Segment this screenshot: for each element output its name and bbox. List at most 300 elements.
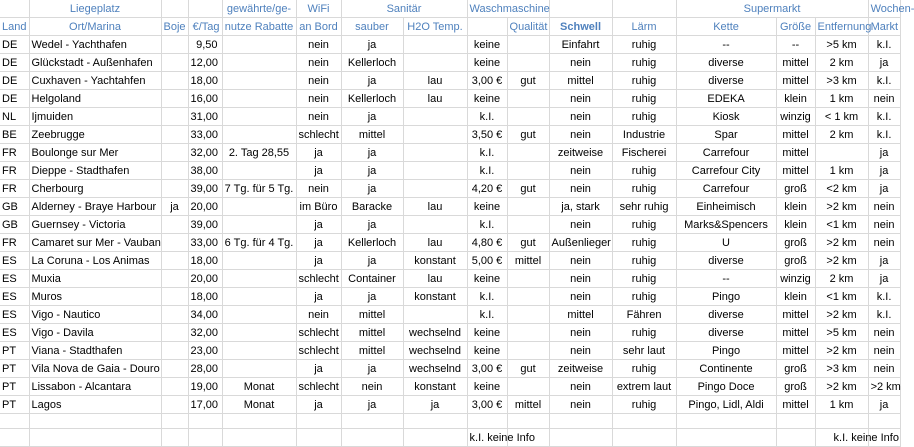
cell-waschpreis[interactable]: 3,00 €	[467, 360, 507, 378]
cell-kette[interactable]: Carrefour	[676, 144, 776, 162]
cell-laerm[interactable]: ruhig	[612, 324, 676, 342]
cell-h2o[interactable]: wechselnd	[403, 342, 467, 360]
cell-groesse[interactable]: mittel	[776, 306, 815, 324]
cell-h2o[interactable]	[403, 180, 467, 198]
empty-cell[interactable]	[507, 414, 549, 429]
cell-ort[interactable]: Viana - Stadthafen	[29, 342, 161, 360]
cell-kette[interactable]: Marks&Spencers	[676, 216, 776, 234]
cell-kette[interactable]: diverse	[676, 324, 776, 342]
cell-preis[interactable]: 34,00	[188, 306, 222, 324]
cell-wifi[interactable]: ja	[296, 234, 341, 252]
cell-boje[interactable]	[161, 180, 188, 198]
cell-qualitaet[interactable]	[507, 198, 549, 216]
cell-ort[interactable]: Vigo - Davila	[29, 324, 161, 342]
cell-boje[interactable]	[161, 54, 188, 72]
cell-ort[interactable]: Glückstadt - Außenhafen	[29, 54, 161, 72]
cell-sauber[interactable]: ja	[341, 36, 403, 54]
cell-wifi[interactable]: ja	[296, 252, 341, 270]
cell-h2o[interactable]	[403, 216, 467, 234]
cell-sauber[interactable]: mittel	[341, 342, 403, 360]
cell-markt[interactable]: ja	[868, 252, 900, 270]
cell-sauber[interactable]: ja	[341, 288, 403, 306]
cell-kette[interactable]: Carrefour City	[676, 162, 776, 180]
cell-groesse[interactable]: klein	[776, 216, 815, 234]
cell-land[interactable]: FR	[0, 162, 29, 180]
cell-waschpreis[interactable]: keine	[467, 342, 507, 360]
cell-ort[interactable]: Boulonge sur Mer	[29, 144, 161, 162]
cell-markt[interactable]: ja	[868, 270, 900, 288]
cell-rabatte[interactable]	[222, 270, 296, 288]
cell-laerm[interactable]: ruhig	[612, 54, 676, 72]
cell-schwell[interactable]: nein	[549, 324, 612, 342]
cell-ort[interactable]: Camaret sur Mer - Vauban	[29, 234, 161, 252]
cell-boje[interactable]	[161, 216, 188, 234]
cell-entfernung[interactable]: >2 km	[815, 342, 868, 360]
empty-cell[interactable]	[403, 414, 467, 429]
cell-entfernung[interactable]: 2 km	[815, 126, 868, 144]
cell-preis[interactable]: 39,00	[188, 180, 222, 198]
cell-entfernung[interactable]: >5 km	[815, 324, 868, 342]
empty-cell[interactable]	[29, 429, 161, 447]
cell-markt[interactable]: nein	[868, 90, 900, 108]
cell-markt[interactable]: k.I.	[868, 126, 900, 144]
cell-schwell[interactable]: nein	[549, 180, 612, 198]
cell-groesse[interactable]: mittel	[776, 342, 815, 360]
cell-qualitaet[interactable]: gut	[507, 72, 549, 90]
cell-boje[interactable]	[161, 324, 188, 342]
cell-entfernung[interactable]: >2 km	[815, 252, 868, 270]
cell-groesse[interactable]: groß	[776, 180, 815, 198]
header-rabatte[interactable]: gewährte/ge-	[222, 0, 296, 18]
cell-schwell[interactable]: nein	[549, 378, 612, 396]
empty-cell[interactable]	[549, 429, 612, 447]
cell-qualitaet[interactable]	[507, 162, 549, 180]
cell-kette[interactable]: Pingo	[676, 288, 776, 306]
cell-waschpreis[interactable]: k.I.	[467, 306, 507, 324]
cell-land[interactable]: FR	[0, 144, 29, 162]
cell-markt[interactable]: nein	[868, 324, 900, 342]
cell-wifi[interactable]: schlecht	[296, 324, 341, 342]
cell-kette[interactable]: diverse	[676, 252, 776, 270]
cell-entfernung[interactable]: >5 km	[815, 36, 868, 54]
cell-preis[interactable]: 18,00	[188, 72, 222, 90]
cell-sauber[interactable]: mittel	[341, 324, 403, 342]
cell-entfernung[interactable]: <2 km	[815, 180, 868, 198]
header-h2o[interactable]: H2O Temp.	[403, 18, 467, 36]
cell-qualitaet[interactable]	[507, 342, 549, 360]
cell-boje[interactable]	[161, 126, 188, 144]
cell-wifi[interactable]: ja	[296, 360, 341, 378]
cell-boje[interactable]	[161, 252, 188, 270]
cell-wifi[interactable]: schlecht	[296, 342, 341, 360]
cell-markt[interactable]: k.I.	[868, 306, 900, 324]
cell-laerm[interactable]: sehr laut	[612, 342, 676, 360]
footer-note-left[interactable]: k.I. keine Info	[467, 429, 507, 447]
cell-qualitaet[interactable]	[507, 270, 549, 288]
header-wifi-2[interactable]: an Bord	[296, 18, 341, 36]
cell-h2o[interactable]: lau	[403, 198, 467, 216]
header-laerm[interactable]: Lärm	[612, 18, 676, 36]
cell-h2o[interactable]: lau	[403, 72, 467, 90]
header-markt[interactable]: Markt	[868, 18, 900, 36]
header-cell[interactable]	[161, 0, 188, 18]
cell-laerm[interactable]: ruhig	[612, 234, 676, 252]
cell-waschpreis[interactable]: 5,00 €	[467, 252, 507, 270]
cell-waschpreis[interactable]: 3,00 €	[467, 396, 507, 414]
cell-h2o[interactable]: lau	[403, 270, 467, 288]
header-liegeplatz[interactable]: Liegeplatz	[29, 0, 161, 18]
cell-rabatte[interactable]: 2. Tag 28,55	[222, 144, 296, 162]
cell-boje[interactable]	[161, 270, 188, 288]
header-preis[interactable]: €/Tag	[188, 18, 222, 36]
cell-boje[interactable]	[161, 360, 188, 378]
cell-qualitaet[interactable]	[507, 144, 549, 162]
cell-qualitaet[interactable]: mittel	[507, 396, 549, 414]
cell-preis[interactable]: 33,00	[188, 126, 222, 144]
cell-ort[interactable]: Muros	[29, 288, 161, 306]
cell-sauber[interactable]: ja	[341, 108, 403, 126]
cell-kette[interactable]: --	[676, 270, 776, 288]
empty-cell[interactable]	[0, 414, 29, 429]
cell-markt[interactable]: nein	[868, 360, 900, 378]
cell-sauber[interactable]: ja	[341, 162, 403, 180]
cell-entfernung[interactable]: >3 km	[815, 360, 868, 378]
cell-land[interactable]: ES	[0, 252, 29, 270]
cell-h2o[interactable]	[403, 126, 467, 144]
empty-cell[interactable]	[612, 429, 676, 447]
cell-kette[interactable]: Continente	[676, 360, 776, 378]
header-cell[interactable]	[549, 0, 612, 18]
cell-land[interactable]: PT	[0, 342, 29, 360]
cell-rabatte[interactable]	[222, 306, 296, 324]
cell-sauber[interactable]: mittel	[341, 126, 403, 144]
cell-groesse[interactable]: mittel	[776, 396, 815, 414]
cell-rabatte[interactable]	[222, 108, 296, 126]
cell-groesse[interactable]: mittel	[776, 144, 815, 162]
cell-entfernung[interactable]	[815, 144, 868, 162]
cell-qualitaet[interactable]	[507, 288, 549, 306]
cell-preis[interactable]: 18,00	[188, 288, 222, 306]
cell-kette[interactable]: Kiosk	[676, 108, 776, 126]
cell-boje[interactable]	[161, 162, 188, 180]
header-sauber[interactable]: sauber	[341, 18, 403, 36]
cell-rabatte[interactable]	[222, 288, 296, 306]
cell-preis[interactable]: 38,00	[188, 162, 222, 180]
cell-waschpreis[interactable]: keine	[467, 90, 507, 108]
cell-land[interactable]: NL	[0, 108, 29, 126]
cell-rabatte[interactable]: Monat	[222, 378, 296, 396]
cell-rabatte[interactable]	[222, 162, 296, 180]
cell-wifi[interactable]: schlecht	[296, 270, 341, 288]
cell-land[interactable]: DE	[0, 36, 29, 54]
cell-h2o[interactable]: wechselnd	[403, 324, 467, 342]
empty-cell[interactable]	[188, 429, 222, 447]
cell-markt[interactable]: ja	[868, 396, 900, 414]
cell-land[interactable]: PT	[0, 360, 29, 378]
cell-markt[interactable]: nein	[868, 234, 900, 252]
cell-h2o[interactable]: konstant	[403, 288, 467, 306]
cell-groesse[interactable]: klein	[776, 198, 815, 216]
header-waschmaschine[interactable]: Waschmaschine	[467, 0, 549, 18]
cell-entfernung[interactable]: 1 km	[815, 396, 868, 414]
header-groesse[interactable]: Größe	[776, 18, 815, 36]
cell-schwell[interactable]: Außenlieger	[549, 234, 612, 252]
cell-sauber[interactable]: ja	[341, 396, 403, 414]
cell-preis[interactable]: 12,00	[188, 54, 222, 72]
cell-wifi[interactable]: nein	[296, 54, 341, 72]
cell-h2o[interactable]	[403, 162, 467, 180]
cell-sauber[interactable]: Kellerloch	[341, 234, 403, 252]
footer-note-right[interactable]: k.I. keine Info	[815, 429, 868, 447]
cell-wifi[interactable]: ja	[296, 144, 341, 162]
cell-land[interactable]: FR	[0, 234, 29, 252]
cell-sauber[interactable]: Kellerloch	[341, 90, 403, 108]
cell-rabatte[interactable]	[222, 216, 296, 234]
cell-h2o[interactable]: konstant	[403, 378, 467, 396]
cell-wifi[interactable]: ja	[296, 216, 341, 234]
cell-sauber[interactable]: Container	[341, 270, 403, 288]
cell-markt[interactable]: ja	[868, 54, 900, 72]
cell-kette[interactable]: Einheimisch	[676, 198, 776, 216]
empty-cell[interactable]	[341, 414, 403, 429]
empty-cell[interactable]	[549, 414, 612, 429]
cell-schwell[interactable]: zeitweise	[549, 360, 612, 378]
cell-sauber[interactable]: Kellerloch	[341, 54, 403, 72]
header-kette[interactable]: Kette	[676, 18, 776, 36]
cell-kette[interactable]: diverse	[676, 72, 776, 90]
cell-waschpreis[interactable]: 3,50 €	[467, 126, 507, 144]
cell-laerm[interactable]: ruhig	[612, 180, 676, 198]
cell-waschpreis[interactable]: 4,80 €	[467, 234, 507, 252]
header-supermarkt[interactable]: Supermarkt	[676, 0, 868, 18]
empty-cell[interactable]	[188, 414, 222, 429]
cell-sauber[interactable]: ja	[341, 144, 403, 162]
cell-rabatte[interactable]	[222, 72, 296, 90]
empty-cell[interactable]	[29, 414, 161, 429]
cell-markt[interactable]: k.I.	[868, 72, 900, 90]
cell-preis[interactable]: 32,00	[188, 324, 222, 342]
cell-entfernung[interactable]: >2 km	[815, 198, 868, 216]
cell-waschpreis[interactable]: k.I.	[467, 144, 507, 162]
cell-rabatte[interactable]	[222, 54, 296, 72]
cell-qualitaet[interactable]	[507, 54, 549, 72]
cell-entfernung[interactable]: 2 km	[815, 54, 868, 72]
cell-schwell[interactable]: nein	[549, 108, 612, 126]
cell-markt[interactable]: k.I.	[868, 36, 900, 54]
cell-preis[interactable]: 20,00	[188, 198, 222, 216]
cell-groesse[interactable]: mittel	[776, 126, 815, 144]
cell-schwell[interactable]: nein	[549, 54, 612, 72]
cell-boje[interactable]	[161, 144, 188, 162]
empty-cell[interactable]	[161, 414, 188, 429]
cell-wifi[interactable]: im Büro	[296, 198, 341, 216]
cell-waschpreis[interactable]: keine	[467, 378, 507, 396]
cell-land[interactable]: DE	[0, 54, 29, 72]
cell-preis[interactable]: 23,00	[188, 342, 222, 360]
cell-boje[interactable]	[161, 378, 188, 396]
cell-markt[interactable]: nein	[868, 342, 900, 360]
cell-schwell[interactable]: zeitweise	[549, 144, 612, 162]
cell-waschpreis[interactable]: keine	[467, 324, 507, 342]
cell-ort[interactable]: Dieppe - Stadthafen	[29, 162, 161, 180]
cell-entfernung[interactable]: >2 km	[815, 234, 868, 252]
header-wochenmarkt[interactable]: Wochen-	[868, 0, 900, 18]
cell-laerm[interactable]: ruhig	[612, 36, 676, 54]
cell-kette[interactable]: Pingo Doce	[676, 378, 776, 396]
cell-groesse[interactable]: winzig	[776, 108, 815, 126]
cell-preis[interactable]: 19,00	[188, 378, 222, 396]
cell-groesse[interactable]: winzig	[776, 270, 815, 288]
cell-wifi[interactable]: ja	[296, 396, 341, 414]
cell-laerm[interactable]: ruhig	[612, 162, 676, 180]
header-wifi[interactable]: WiFi	[296, 0, 341, 18]
cell-qualitaet[interactable]	[507, 216, 549, 234]
cell-ort[interactable]: Vigo - Nautico	[29, 306, 161, 324]
header-rabatte-2[interactable]: nutze Rabatte	[222, 18, 296, 36]
cell-land[interactable]: DE	[0, 90, 29, 108]
cell-qualitaet[interactable]	[507, 90, 549, 108]
cell-preis[interactable]: 28,00	[188, 360, 222, 378]
cell-markt[interactable]: >2 km	[868, 378, 900, 396]
cell-markt[interactable]: ja	[868, 162, 900, 180]
cell-groesse[interactable]: mittel	[776, 54, 815, 72]
cell-schwell[interactable]: nein	[549, 396, 612, 414]
cell-wifi[interactable]: nein	[296, 180, 341, 198]
cell-laerm[interactable]: ruhig	[612, 396, 676, 414]
cell-kette[interactable]: --	[676, 36, 776, 54]
cell-boje[interactable]	[161, 72, 188, 90]
cell-h2o[interactable]: konstant	[403, 252, 467, 270]
cell-wifi[interactable]: schlecht	[296, 378, 341, 396]
cell-ort[interactable]: Zeebrugge	[29, 126, 161, 144]
cell-ort[interactable]: Muxia	[29, 270, 161, 288]
cell-sauber[interactable]: ja	[341, 216, 403, 234]
cell-sauber[interactable]: mittel	[341, 306, 403, 324]
cell-h2o[interactable]	[403, 108, 467, 126]
cell-waschpreis[interactable]: keine	[467, 198, 507, 216]
header-cell[interactable]	[0, 0, 29, 18]
empty-cell[interactable]	[776, 414, 815, 429]
cell-groesse[interactable]: groß	[776, 360, 815, 378]
cell-rabatte[interactable]	[222, 126, 296, 144]
cell-land[interactable]: FR	[0, 180, 29, 198]
cell-qualitaet[interactable]: gut	[507, 126, 549, 144]
empty-cell[interactable]	[676, 414, 776, 429]
cell-ort[interactable]: Lissabon - Alcantara	[29, 378, 161, 396]
cell-schwell[interactable]: ja, stark	[549, 198, 612, 216]
cell-laerm[interactable]: ruhig	[612, 90, 676, 108]
cell-preis[interactable]: 9,50	[188, 36, 222, 54]
cell-entfernung[interactable]: >3 km	[815, 72, 868, 90]
cell-markt[interactable]: k.I.	[868, 288, 900, 306]
cell-groesse[interactable]: groß	[776, 252, 815, 270]
cell-entfernung[interactable]: >2 km	[815, 306, 868, 324]
cell-preis[interactable]: 39,00	[188, 216, 222, 234]
cell-waschpreis[interactable]: k.I.	[467, 216, 507, 234]
cell-schwell[interactable]: nein	[549, 162, 612, 180]
cell-laerm[interactable]: ruhig	[612, 108, 676, 126]
empty-cell[interactable]	[467, 414, 507, 429]
cell-preis[interactable]: 33,00	[188, 234, 222, 252]
empty-cell[interactable]	[612, 414, 676, 429]
header-preis-wasch[interactable]	[467, 18, 507, 36]
cell-kette[interactable]: diverse	[676, 306, 776, 324]
empty-cell[interactable]	[222, 429, 296, 447]
cell-preis[interactable]: 20,00	[188, 270, 222, 288]
empty-cell[interactable]	[161, 429, 188, 447]
cell-rabatte[interactable]	[222, 252, 296, 270]
empty-cell[interactable]	[868, 414, 900, 429]
cell-rabatte[interactable]	[222, 360, 296, 378]
cell-h2o[interactable]	[403, 306, 467, 324]
cell-entfernung[interactable]: <1 km	[815, 216, 868, 234]
cell-preis[interactable]: 16,00	[188, 90, 222, 108]
cell-laerm[interactable]: Fischerei	[612, 144, 676, 162]
cell-laerm[interactable]: ruhig	[612, 216, 676, 234]
cell-land[interactable]: ES	[0, 306, 29, 324]
empty-cell[interactable]	[341, 429, 403, 447]
cell-boje[interactable]	[161, 108, 188, 126]
cell-sauber[interactable]: ja	[341, 180, 403, 198]
cell-qualitaet[interactable]: gut	[507, 360, 549, 378]
cell-qualitaet[interactable]: gut	[507, 180, 549, 198]
cell-preis[interactable]: 18,00	[188, 252, 222, 270]
cell-h2o[interactable]	[403, 144, 467, 162]
cell-ort[interactable]: Guernsey - Victoria	[29, 216, 161, 234]
cell-markt[interactable]: ja	[868, 144, 900, 162]
cell-waschpreis[interactable]: k.I.	[467, 108, 507, 126]
cell-markt[interactable]: nein	[868, 216, 900, 234]
cell-land[interactable]: PT	[0, 396, 29, 414]
cell-ort[interactable]: Cherbourg	[29, 180, 161, 198]
empty-cell[interactable]	[776, 429, 815, 447]
cell-groesse[interactable]: --	[776, 36, 815, 54]
cell-kette[interactable]: diverse	[676, 54, 776, 72]
cell-kette[interactable]: Carrefour	[676, 180, 776, 198]
cell-entfernung[interactable]: 1 km	[815, 90, 868, 108]
cell-schwell[interactable]: nein	[549, 270, 612, 288]
cell-ort[interactable]: Cuxhaven - Yachtahfen	[29, 72, 161, 90]
cell-ort[interactable]: Lagos	[29, 396, 161, 414]
cell-h2o[interactable]: lau	[403, 90, 467, 108]
cell-schwell[interactable]: nein	[549, 126, 612, 144]
cell-entfernung[interactable]: >2 km	[815, 378, 868, 396]
empty-cell[interactable]	[296, 414, 341, 429]
cell-wifi[interactable]: schlecht	[296, 126, 341, 144]
cell-waschpreis[interactable]: k.I.	[467, 288, 507, 306]
cell-boje[interactable]	[161, 306, 188, 324]
cell-groesse[interactable]: klein	[776, 288, 815, 306]
cell-preis[interactable]: 17,00	[188, 396, 222, 414]
header-qualitaet[interactable]: Qualität	[507, 18, 549, 36]
cell-kette[interactable]: Spar	[676, 126, 776, 144]
cell-boje[interactable]	[161, 234, 188, 252]
cell-sauber[interactable]: Baracke	[341, 198, 403, 216]
cell-qualitaet[interactable]	[507, 108, 549, 126]
cell-qualitaet[interactable]	[507, 36, 549, 54]
cell-sauber[interactable]: ja	[341, 252, 403, 270]
cell-boje[interactable]	[161, 288, 188, 306]
cell-boje[interactable]	[161, 90, 188, 108]
header-entfernung[interactable]: Entfernung	[815, 18, 868, 36]
cell-land[interactable]: BE	[0, 126, 29, 144]
cell-schwell[interactable]: nein	[549, 216, 612, 234]
cell-laerm[interactable]: ruhig	[612, 270, 676, 288]
empty-cell[interactable]	[0, 429, 29, 447]
cell-preis[interactable]: 31,00	[188, 108, 222, 126]
cell-boje[interactable]	[161, 36, 188, 54]
cell-rabatte[interactable]	[222, 324, 296, 342]
